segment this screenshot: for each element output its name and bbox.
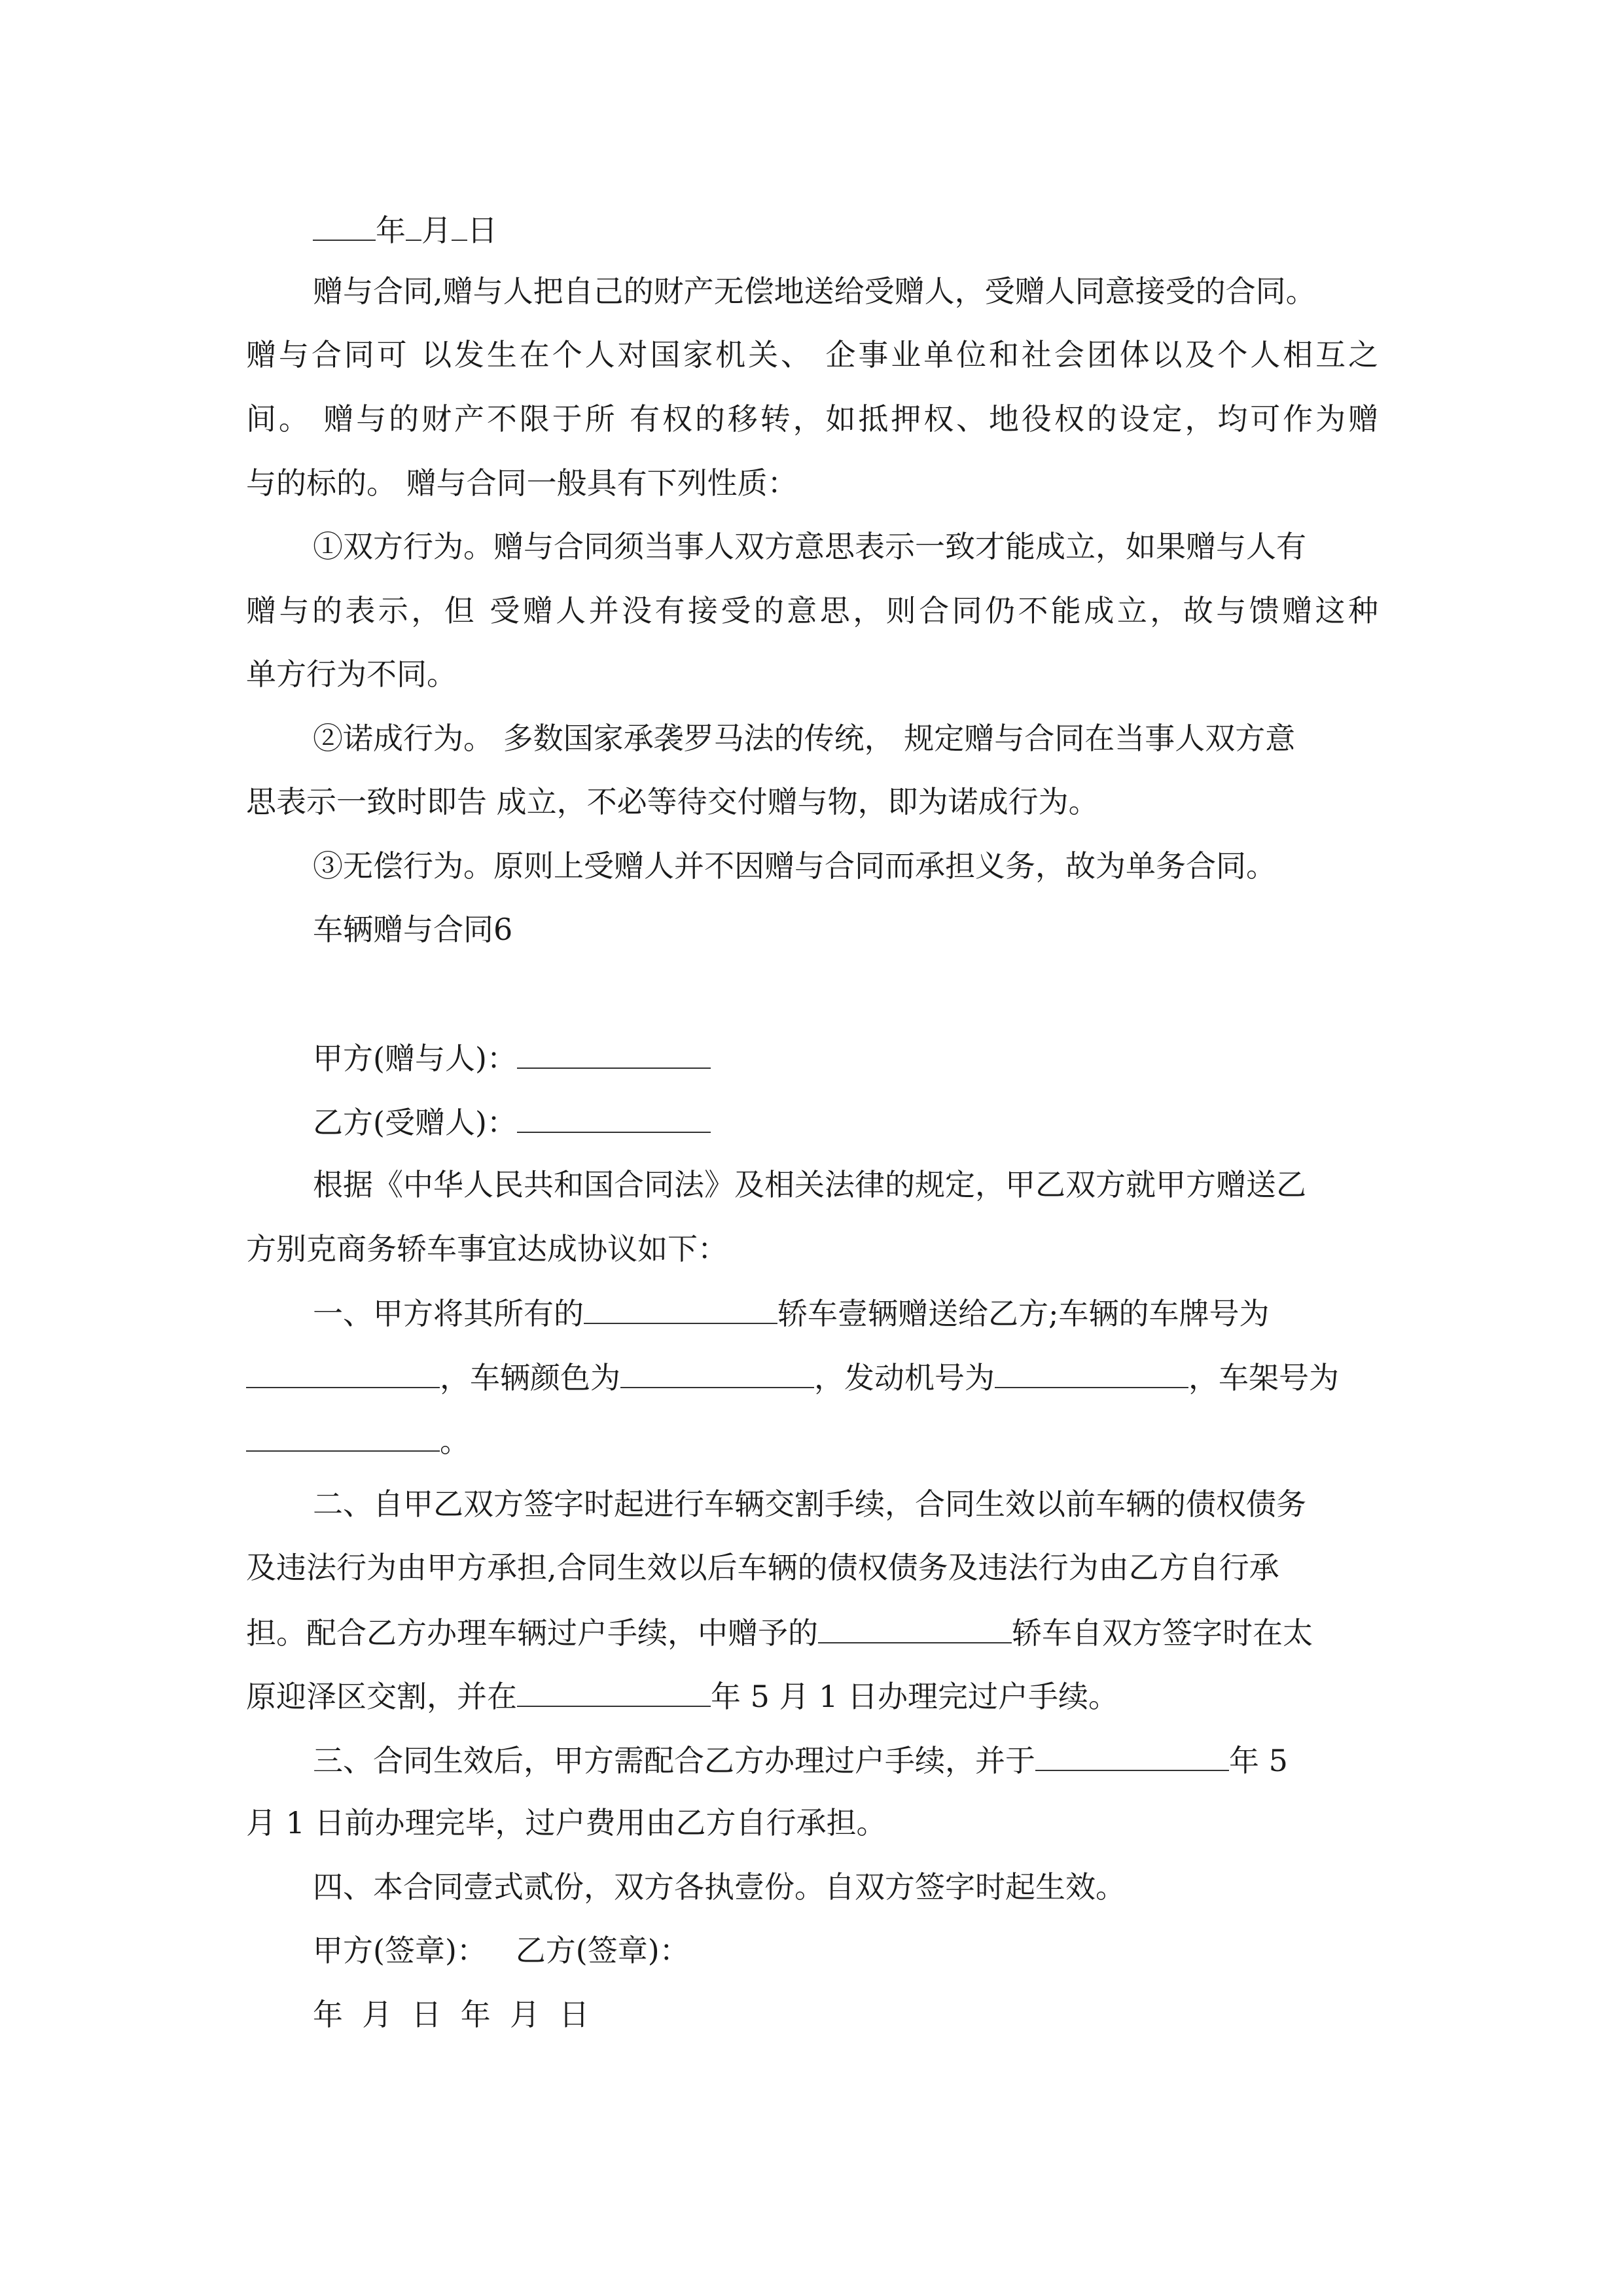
intro-line-2: 赠与合同可 以发生在个人对国家机关、 企事业单位和社会团体以及个人相互之 — [246, 337, 1378, 372]
clause-2-line-2: 及违法行为由甲方承担,合同生效以后车辆的债权债务及违法行为由乙方自行承 — [246, 1550, 1279, 1585]
nature-1-line-3: 单方行为不同。 — [246, 656, 457, 692]
completion-year-blank — [1035, 1740, 1229, 1771]
basis-line-1: 根据《中华人民共和国合同法》及相关法律的规定，甲乙双方就甲方赠送乙 — [313, 1167, 1306, 1202]
plate-number-blank — [246, 1357, 440, 1388]
gifted-car-blank — [818, 1612, 1012, 1643]
intro-line-3: 间。 赠与的财产不限于所 有权的移转，如抵押权、地役权的设定，均可作为赠 — [246, 401, 1378, 437]
party-b-label: 乙方(受赠人)： — [313, 1105, 517, 1140]
color-blank — [620, 1357, 814, 1388]
contract-title: 车辆赠与合同6 — [313, 912, 513, 947]
frame-number-blank — [246, 1420, 440, 1452]
signature-date-line: 年 月 日 年 月 日 — [313, 1997, 590, 2032]
nature-1-line-2: 赠与的表示，但 受赠人并没有接受的意思，则合同仍不能成立，故与馈赠这种 — [246, 593, 1378, 628]
month-blank — [406, 209, 421, 241]
clause-2-line-3: 担。配合乙方办理车辆过户手续，中赠予的 轿车自双方签字时在太 — [246, 1612, 1313, 1653]
clause-3-line-1: 三、合同生效后，甲方需配合乙方办理过户手续，并于 年 5 — [313, 1740, 1288, 1780]
party-a-label: 甲方(赠与人)： — [313, 1041, 517, 1076]
engine-number-blank — [995, 1357, 1188, 1388]
basis-line-2: 方别克商务轿车事宜达成协议如下： — [246, 1231, 728, 1266]
clause-3-line-2: 月 1 日前办理完毕，过户费用由乙方自行承担。 — [246, 1805, 887, 1840]
year-blank — [313, 209, 376, 241]
nature-2-line-2: 思表示一致时即告 成立，不必等待交付赠与物，即为诺成行为。 — [246, 784, 1099, 819]
transfer-year-blank — [517, 1676, 711, 1707]
nature-3-line: ③无偿行为。原则上受赠人并不因赠与合同而承担义务，故为单务合同。 — [313, 848, 1276, 884]
clause-2-line-1: 二、自甲乙双方签字时起进行车辆交割手续，合同生效以前车辆的债权债务 — [313, 1486, 1306, 1522]
intro-line-1: 赠与合同,赠与人把自己的财产无偿地送给受赠人，受赠人同意接受的合同。 — [313, 274, 1316, 309]
clause-4-line: 四、本合同壹式贰份，双方各执壹份。自双方签字时起生效。 — [313, 1869, 1126, 1905]
party-a-blank — [517, 1037, 711, 1069]
clause-1-line-3: 。 — [246, 1420, 470, 1461]
party-a-line — [313, 1037, 711, 1078]
clause-1-line-1: 一、甲方将其所有的 轿车壹辆赠送给乙方;车辆的车牌号为 — [313, 1293, 1270, 1333]
party-b-line — [313, 1102, 711, 1142]
nature-1-line-1: ①双方行为。赠与合同须当事人双方意思表示一致才能成立，如果赠与人有 — [313, 529, 1306, 564]
party-b-blank — [517, 1102, 711, 1133]
intro-line-4: 与的标的。 赠与合同一般具有下列性质： — [246, 465, 798, 501]
date-line: 年 月 日 — [313, 209, 497, 250]
day-blank — [452, 209, 467, 241]
car-model-blank — [584, 1293, 777, 1324]
clause-2-line-4: 原迎泽区交割，并在 年 5 月 1 日办理完过户手续。 — [246, 1676, 1118, 1716]
clause-1-line-2: ，车辆颜色为 ，发动机号为 ，车架号为 — [246, 1357, 1339, 1397]
signature-line: 甲方(签章)： 乙方(签章)： — [313, 1933, 690, 1968]
nature-2-line-1: ②诺成行为。 多数国家承袭罗马法的传统， 规定赠与合同在当事人双方意 — [313, 721, 1296, 756]
